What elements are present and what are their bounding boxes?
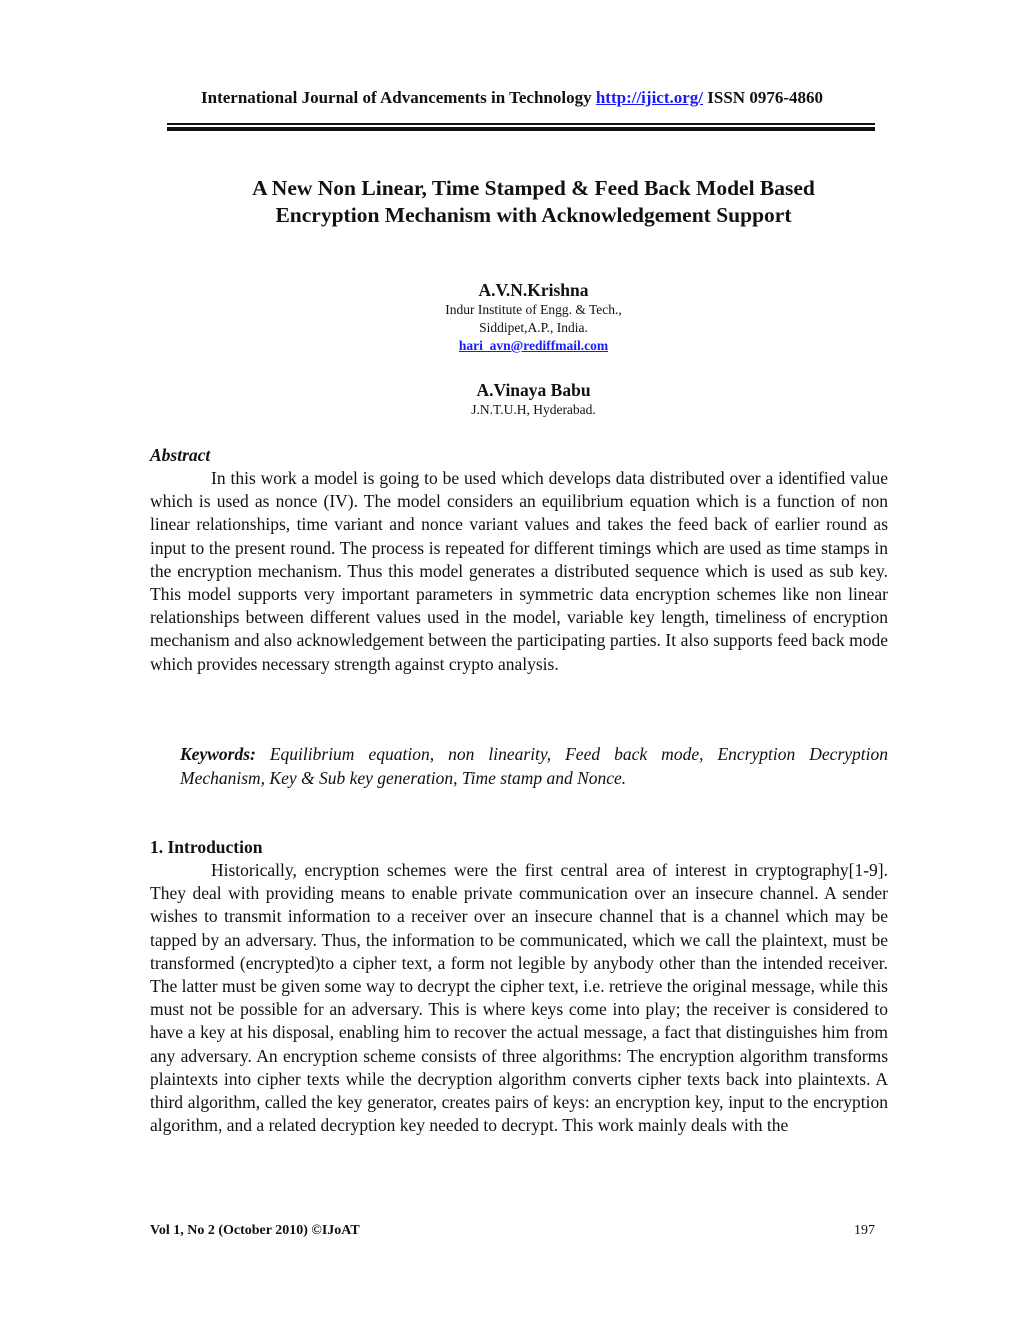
author-location: Siddipet,A.P., India. xyxy=(479,320,588,335)
author-email-link[interactable]: hari_avn@rediffmail.com xyxy=(458,338,609,353)
abstract-label: Abstract xyxy=(150,445,211,465)
keywords-text: Equilibrium equation, non linearity, Feed back mode, Encryption Decryption Mechanism, Key & Sub key generation, Time stamp and Nonce. xyxy=(180,744,888,788)
paper-title xyxy=(0,175,1024,229)
paper-title-line-2: Encryption Mechanism with Acknowledgement Support xyxy=(275,203,792,227)
author-affiliation: Indur Institute of Engg. & Tech., xyxy=(445,302,622,317)
journal-header xyxy=(0,86,1024,110)
header-rule-thin xyxy=(167,123,875,125)
author-block-2 xyxy=(0,379,1024,419)
header-rule-thick xyxy=(167,127,875,131)
introduction-text: Historically, encryption schemes were the first central area of interest in cryptography[1-9]. They deal with providing means to enable private communication over an insecure channel. A sender wishes to transmit information to a receiver over an insecure channel that is a channel which may be tapped by an adversary. Thus, the information to be communicated, which we call the plaintext, must be transformed (encrypted)to a cipher text, a form not legible by anybody other than the intended receiver. The latter must be given some way to decrypt the cipher text, i.e. retrieve the original message, while this must not be possible for an adversary. This is where keys come into play; the receiver is considered to have a key at his disposal, enabling him to recover the actual message, a fact that distinguishes him from any adversary. An encryption scheme consists of three algorithms: The encryption algorithm transforms plaintexts into cipher texts while the decryption algorithm converts cipher texts back into plaintexts. A third algorithm, called the key generator, creates pairs of keys: an encryption key, input to the encryption algorithm, and a related decryption key needed to decrypt. This work mainly deals with the xyxy=(150,860,888,1136)
journal-issn: ISSN 0976-4860 xyxy=(707,88,823,107)
journal-name: International Journal of Advancements in Technology xyxy=(201,88,592,107)
footer-page-number: 197 xyxy=(854,1223,875,1238)
keywords-block xyxy=(180,743,888,790)
keywords-label: Keywords: xyxy=(180,744,256,764)
introduction-heading: 1. Introduction xyxy=(150,837,263,857)
author-block-1 xyxy=(0,279,1024,355)
paper-title-line-1: A New Non Linear, Time Stamped & Feed Back Model Based xyxy=(252,176,815,200)
author-affiliation: J.N.T.U.H, Hyderabad. xyxy=(471,402,596,417)
author-name: A.V.N.Krishna xyxy=(478,280,589,300)
journal-url-link[interactable]: http://ijict.org/ xyxy=(595,88,704,107)
author-name: A.Vinaya Babu xyxy=(476,380,591,400)
footer-volume: Vol 1, No 2 (October 2010) ©IJoAT xyxy=(150,1223,360,1238)
abstract-text: In this work a model is going to be used which develops data distributed over a identified value which is used as nonce (IV). The model considers an equilibrium equation which is a function of non linear relationships, time variant and nonce variant values and takes the feed back of earlier round as input to the present round. The process is repeated for different timings which are used as time stamps in the encryption mechanism. Thus this model generates a distributed sequence which is used as sub key. This model supports very important parameters in symmetric data encryption schemes like non linear relationships between different values used in the model, variable key length, timeliness of encryption mechanism and also acknowledgement between the participating parties. It also supports feed back mode which provides necessary strength against crypto analysis. xyxy=(150,468,888,674)
